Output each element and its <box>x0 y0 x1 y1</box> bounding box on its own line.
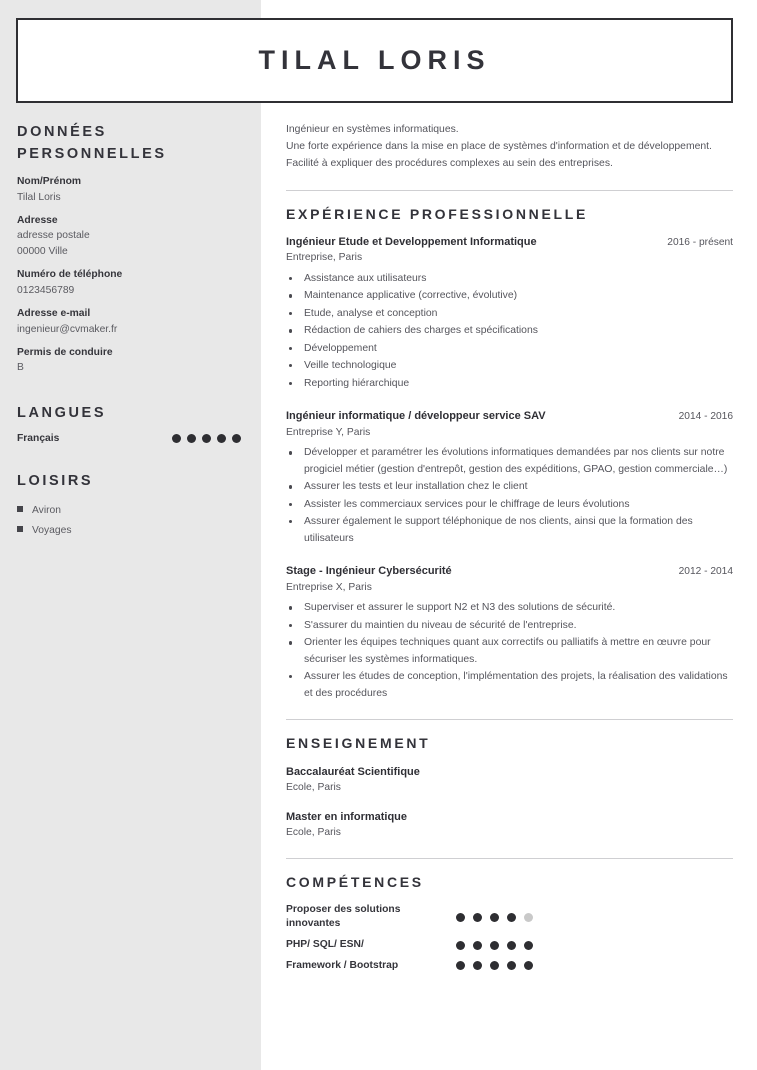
list-item: Assistance aux utilisateurs <box>287 271 733 287</box>
list-item: Rédaction de cahiers des charges et spécifications <box>287 323 733 339</box>
education-title: Master en informatique <box>286 810 408 823</box>
list-item: Assurer les tests et leur installation chez le client <box>287 479 733 495</box>
rating-dot-filled <box>507 913 516 922</box>
education-school: Ecole, Paris <box>286 827 341 839</box>
rating-dot-filled <box>507 941 516 950</box>
rating-dot-filled <box>202 434 211 443</box>
square-bullet-icon <box>17 506 23 512</box>
field-driving-license <box>17 345 243 376</box>
rating-dot-filled <box>187 434 196 443</box>
skill-row <box>286 959 733 974</box>
rating-dot-filled <box>490 913 499 922</box>
list-item: Etude, analyse et conception <box>287 306 733 322</box>
skill-rating-dots <box>456 913 533 922</box>
list-item <box>17 501 243 521</box>
profile-line-1: Ingénieur en systèmes informatiques. <box>286 124 459 135</box>
rating-dot-filled <box>524 961 533 970</box>
language-rating-dots <box>172 434 241 443</box>
list-item: Orienter les équipes techniques quant aux correctifs ou palliatifs à mettre en œuvre pour sécuriser les systèmes informatiques. <box>287 635 733 668</box>
experience-entry <box>286 409 733 547</box>
section-divider <box>286 719 733 720</box>
main-content <box>286 122 733 979</box>
list-item: Superviser et assurer le support N2 et N3 des solutions de sécurité. <box>287 600 733 616</box>
list-item <box>17 521 243 541</box>
experience-date: 2012 - 2014 <box>678 565 733 577</box>
experience-title: Ingénieur informatique / développeur service SAV <box>286 409 546 422</box>
language-row-francais <box>17 433 243 444</box>
rating-dot-empty <box>524 913 533 922</box>
hobbies-heading: LOISIRS <box>17 472 94 489</box>
experience-entry-head <box>286 235 733 251</box>
field-value-phone: 0123456789 <box>17 284 75 296</box>
list-item: S'assurer du maintien du niveau de sécurité de l'entreprise. <box>287 618 733 634</box>
education-school: Ecole, Paris <box>286 782 341 794</box>
list-item: Assister les commerciaux services pour le chiffrage de leurs évolutions <box>287 497 733 513</box>
education-heading: ENSEIGNEMENT <box>286 734 431 751</box>
name-header-box <box>16 18 733 103</box>
experience-company: Entreprise Y, Paris <box>286 426 371 438</box>
profile-summary <box>286 122 733 173</box>
list-item: Reporting hiérarchique <box>287 376 733 392</box>
field-value-name: Tilal Loris <box>17 191 61 203</box>
hobbies-list <box>17 501 243 541</box>
list-item: Assurer également le support téléphonique de nos clients, ainsi que la formation des utilisateurs <box>287 514 733 547</box>
profile-line-2: Une forte expérience dans la mise en place de systèmes d'information et de développement. <box>286 140 712 152</box>
education-entry <box>286 764 733 796</box>
field-label-name: Nom/Prénom <box>17 176 82 188</box>
rating-dot-filled <box>490 941 499 950</box>
education-entry <box>286 809 733 841</box>
experience-title: Stage - Ingénieur Cybersécurité <box>286 564 452 577</box>
field-value-email: ingenieur@cvmaker.fr <box>17 323 118 335</box>
field-value-address-line1: adresse postale <box>17 230 90 242</box>
rating-dot-filled <box>456 913 465 922</box>
rating-dot-filled <box>456 961 465 970</box>
profile-line-3: Facilité à expliquer des procédures complexes au sein des entreprises. <box>286 157 613 169</box>
experience-entry <box>286 564 733 702</box>
list-item: Assurer les études de conception, l'implémentation des projets, la réalisation des validations et des procédures <box>287 669 733 702</box>
field-value-driving-license: B <box>17 362 24 374</box>
hobby-label: Voyages <box>32 525 72 537</box>
skill-name: Framework / Bootstrap <box>286 959 399 971</box>
rating-dot-filled <box>232 434 241 443</box>
skill-row <box>286 938 733 953</box>
experience-bullets <box>286 271 733 392</box>
field-email <box>17 306 243 337</box>
rating-dot-filled <box>473 941 482 950</box>
experience-company: Entreprise, Paris <box>286 252 363 264</box>
page-title: TILAL LORIS <box>258 45 491 75</box>
skill-rating-dots <box>456 961 533 970</box>
experience-entry-head <box>286 409 733 425</box>
rating-dot-filled <box>490 961 499 970</box>
list-item: Développement <box>287 341 733 357</box>
rating-dot-filled <box>172 434 181 443</box>
languages-heading: LANGUES <box>17 404 107 421</box>
experience-entry <box>286 235 733 392</box>
skills-section <box>286 858 733 973</box>
experience-section <box>286 190 733 702</box>
experience-entry-head <box>286 564 733 580</box>
experience-bullets <box>286 600 733 702</box>
experience-title: Ingénieur Etude et Developpement Informatique <box>286 235 537 248</box>
skills-heading: COMPÉTENCES <box>286 873 424 890</box>
language-name: Français <box>17 432 60 444</box>
field-label-email: Adresse e-mail <box>17 308 91 320</box>
field-label-driving-license: Permis de conduire <box>17 347 113 358</box>
rating-dot-filled <box>524 941 533 950</box>
education-section <box>286 719 733 841</box>
section-divider <box>286 858 733 859</box>
field-value-address-line2: 00000 Ville <box>17 245 68 257</box>
skill-name: PHP/ SQL/ ESN/ <box>286 939 364 951</box>
list-item: Maintenance applicative (corrective, évolutive) <box>287 288 733 304</box>
list-item: Développer et paramétrer les évolutions informatiques demandées par nos clients sur notre progiciel métier (gestion d'entrepôt, gestion des expéditions, GPAO, gestion commerciale…) <box>287 445 733 478</box>
square-bullet-icon <box>17 526 23 532</box>
skill-name: Proposer des solutions innovantes <box>286 903 401 930</box>
sidebar <box>0 103 261 541</box>
rating-dot-filled <box>217 434 226 443</box>
experience-company: Entreprise X, Paris <box>286 581 372 593</box>
skill-row <box>286 903 733 932</box>
field-label-phone: Numéro de téléphone <box>17 269 123 281</box>
experience-date: 2014 - 2016 <box>678 410 733 422</box>
section-divider <box>286 190 733 191</box>
list-item: Veille technologique <box>287 358 733 374</box>
rating-dot-filled <box>473 913 482 922</box>
education-title: Baccalauréat Scientifique <box>286 765 420 778</box>
skill-rating-dots <box>456 941 533 950</box>
field-phone <box>17 267 243 298</box>
rating-dot-filled <box>473 961 482 970</box>
rating-dot-filled <box>456 941 465 950</box>
field-address <box>17 213 243 259</box>
experience-heading: EXPÉRIENCE PROFESSIONNELLE <box>286 205 589 222</box>
hobby-label: Aviron <box>32 504 62 516</box>
personal-data-heading: DONNÉES PERSONNELLES <box>17 124 167 163</box>
experience-bullets <box>286 445 733 547</box>
rating-dot-filled <box>507 961 516 970</box>
field-name <box>17 174 243 205</box>
field-label-address: Adresse <box>17 214 58 226</box>
experience-date: 2016 - présent <box>667 236 733 248</box>
